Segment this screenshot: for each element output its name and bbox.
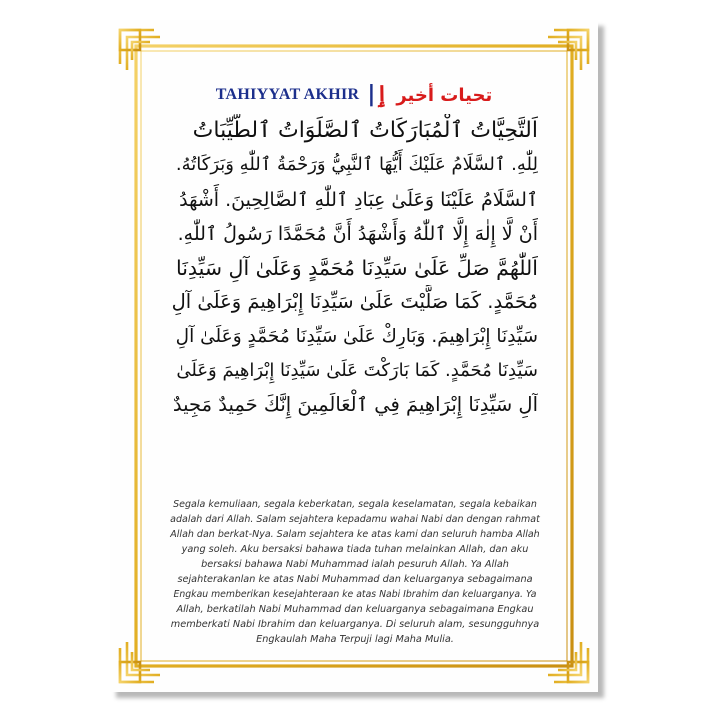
translation-line: bersaksi bahawa Nabi Muhammad ialah pesuruh Allah. Ya Allah (201, 559, 509, 570)
corner-ornament-top-left (120, 30, 160, 70)
prayer-poster (110, 20, 598, 692)
divider-mark: ٳ (375, 82, 389, 107)
translation-line: Segala kemuliaan, segala keberkatan, segala keselamatan, segala kebaikan (173, 499, 537, 510)
arabic-line: آلِ سَيِّدِنَا إِبْرَاهِيمَ فِي ٱلْعَالَمِينَ إِنَّكَ حَمِيدٌ مَجِيدٌ (172, 393, 538, 417)
arabic-line: سَيِّدِنَا مُحَمَّدٍ. كَمَا بَارَكْتَ عَلَىٰ سَيِّدِنَا إِبْرَاهِيمَ وَعَلَىٰ (176, 360, 538, 382)
arabic-line: اَللّٰهُمَّ صَلِّ عَلَىٰ سَيِّدِنَا مُحَمَّدٍ وَعَلَىٰ آلِ سَيِّدِنَا (175, 256, 538, 281)
translation-line: Allah dan berkat-Nya. Salam sejahtera ke atas kami dan seluruh hamba Allah (170, 529, 540, 540)
arabic-line: سَيِّدِنَا إِبْرَاهِيمَ. وَبَارِكْ عَلَىٰ سَيِّدِنَا مُحَمَّدٍ وَعَلَىٰ آلِ (175, 325, 538, 347)
arabic-line: اَلتَّحِيَّاتُ ٱلْمُبَارَكَاتُ ٱلصَّلَوَاتُ ٱلطَّيِّبَاتُ (192, 118, 538, 143)
translation-line: yang soleh. Aku bersaksi bahawa tiada tuhan melainkan Allah, dan aku (181, 544, 529, 555)
arabic-line: مُحَمَّدٍ. كَمَا صَلَّيْتَ عَلَىٰ سَيِّدِنَا إِبْرَاهِيمَ وَعَلَىٰ آلِ (172, 290, 538, 314)
corner-ornament-bottom-right (548, 642, 588, 682)
corner-ornament-bottom-left (120, 642, 160, 682)
title-latin: TAHIYYAT AKHIR (215, 86, 360, 103)
title-divider (367, 82, 388, 108)
translation-line: Engkaulah Maha Terpuji lagi Maha Mulia. (256, 634, 454, 645)
divider-bar: | (367, 82, 376, 107)
translation-line: sejahterakanlan ke atas Nabi Muhammad dan keluarganya sebagaimana (177, 574, 533, 585)
translation-line: Engkau memberikan kesejahteraan ke atas Nabi Ibrahim dan keluarganya. Ya (173, 589, 537, 600)
arabic-line: ٱلسَّلَامُ عَلَيْنَا وَعَلَىٰ عِبَادِ ٱللّٰهِ ٱلصَّالِحِينَ. أَشْهَدُ (179, 188, 538, 211)
translation-line: adalah dari Allah. Salam sejahtera kepadamu wahai Nabi dan dengan rahmat (170, 514, 540, 525)
arabic-line: أَنْ لَّا إِلٰهَ إِلَّا ٱللّٰهُ وَأَشْهَدُ أَنَّ مُحَمَّدًا رَسُولُ ٱللّٰهِ. (177, 222, 538, 245)
corner-ornament-top-right (548, 30, 588, 70)
arabic-text-block (172, 114, 538, 423)
malay-translation (170, 497, 540, 647)
translation-line: memberkati Nabi Ibrahim dan keluarganya. Di seluruh alam, sesungguhnya (170, 619, 540, 630)
title-arabic: تحيات أخير (396, 84, 493, 106)
translation-line: Allah, berkatilah Nabi Muhammad dan keluarganya sebagaimana Engkau (176, 604, 534, 615)
arabic-line: لِلّٰهِ. ٱلسَّلَامُ عَلَيْكَ أَيُّهَا ٱلنَّبِيُّ وَرَحْمَةُ ٱللّٰهِ وَبَرَكَاتُهُ. (175, 154, 538, 176)
poster-header (110, 82, 598, 108)
